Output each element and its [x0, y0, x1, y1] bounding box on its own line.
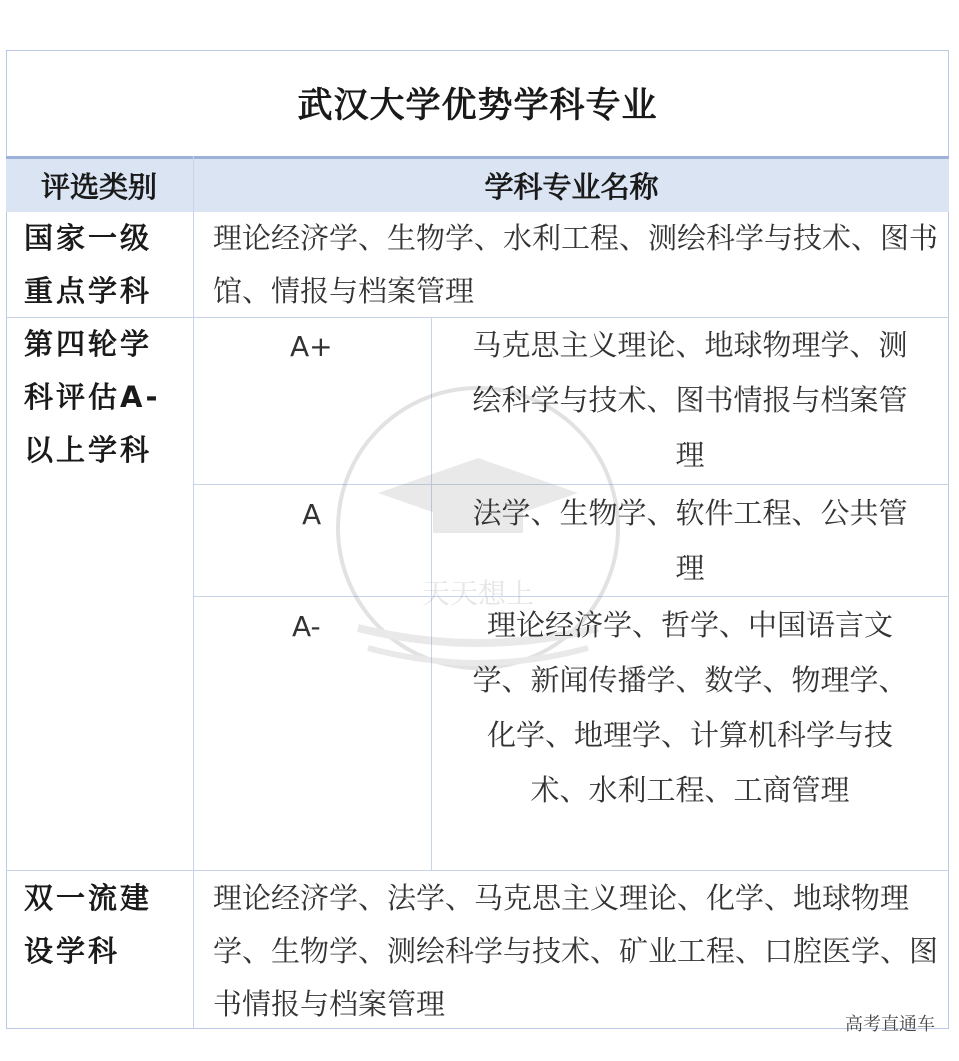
content-a-minus: 理论经济学、哲学、中国语言文学、新闻传播学、数学、物理学、化学、地理学、计算机科学与技术、水利工程、工商管理 — [472, 608, 908, 807]
category-national-key — [24, 212, 180, 318]
category-line: 科评估A- — [24, 380, 161, 414]
content-a: 法学、生物学、软件工程、公共管理 — [472, 496, 908, 585]
svg-text:天天想上: 天天想上 — [421, 577, 535, 610]
content-a-plus: 马克思主义理论、地球物理学、测绘科学与技术、图书情报与档案管理 — [472, 328, 908, 472]
header-name: 学科专业名称 — [484, 170, 659, 204]
header-category: 评选类别 — [40, 170, 157, 204]
page-title: 武汉大学优势学科专业 — [297, 86, 658, 126]
category-line: 设学科 — [24, 934, 121, 968]
table-header — [6, 156, 949, 212]
content-national-key: 理论经济学、生物学、水利工程、测绘科学与技术、图书馆、情报与档案管理 — [213, 221, 939, 308]
grade-a: A — [302, 498, 322, 531]
grade-row-divider — [193, 596, 949, 597]
category-line: 第四轮学 — [24, 327, 153, 361]
category-line: 以上学科 — [24, 433, 153, 467]
row-divider — [6, 870, 949, 871]
grade-row-divider — [193, 484, 949, 485]
content-double-first-class: 理论经济学、法学、马克思主义理论、化学、地球物理学、生物学、测绘科学与技术、矿业工程、口腔医学、图书情报与档案管理 — [213, 881, 939, 1021]
category-fourth-round — [24, 318, 180, 477]
category-line: 重点学科 — [24, 274, 153, 308]
category-line: 双一流建 — [24, 881, 153, 915]
column-divider — [193, 156, 194, 1029]
category-double-first-class — [24, 872, 180, 978]
category-line: 国家一级 — [24, 221, 153, 255]
grade-a-minus: A- — [292, 610, 321, 643]
grade-a-plus: A+ — [290, 330, 333, 363]
footer-source: 高考直通车 — [845, 1014, 935, 1035]
